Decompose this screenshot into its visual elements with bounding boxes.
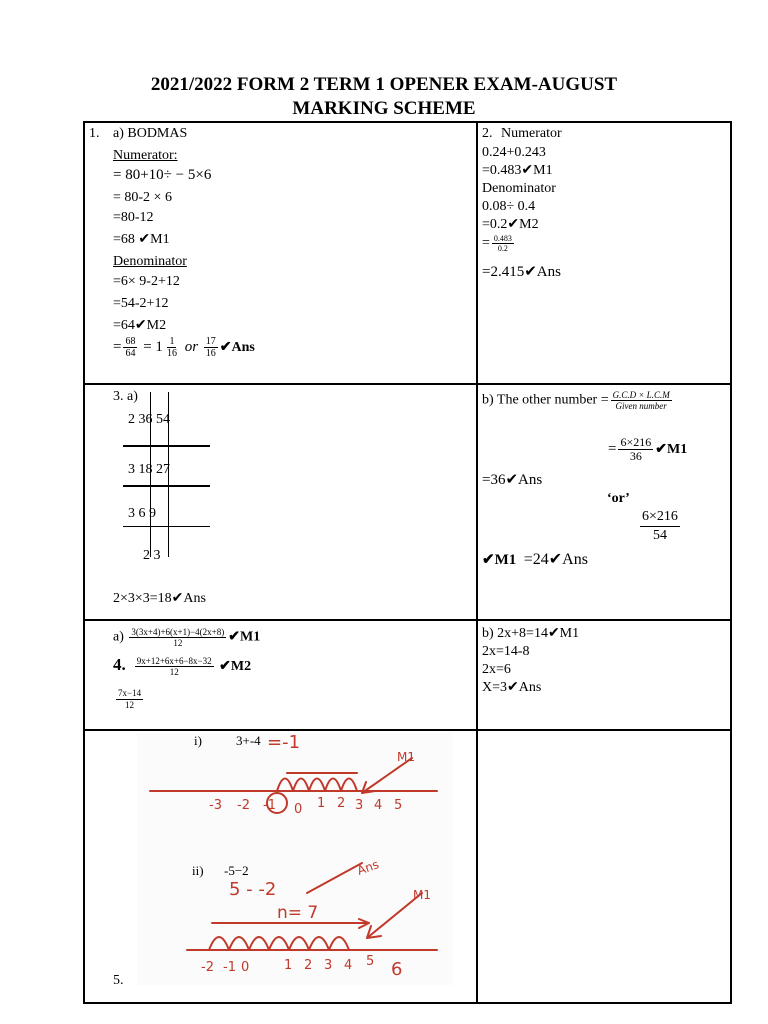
- working-line: X=3✔Ans: [482, 680, 542, 695]
- svg-text:4: 4: [344, 958, 353, 973]
- working-line: = 80-2 × 6: [113, 190, 172, 205]
- jump-arcs: [277, 779, 357, 792]
- working-line: b) 2x+8=14✔M1: [482, 626, 580, 641]
- mark-arrow: [307, 863, 362, 893]
- title-line-1: 2021/2022 FORM 2 TERM 1 OPENER EXAM-AUGUST: [150, 74, 618, 95]
- svg-text:6: 6: [391, 959, 403, 980]
- fraction: $\frac{7x-14}{12}$: [118, 688, 142, 710]
- fraction: $\frac{G.C.D \times L.C.M}{\text{Given number}}$: [612, 390, 670, 411]
- question-number: 1.: [89, 126, 100, 141]
- svg-text:1: 1: [317, 796, 326, 811]
- working-line: 0.24+0.243: [482, 145, 546, 160]
- fraction: $\frac{0.483}{0.2}$: [493, 234, 512, 253]
- number-line-drawing: [137, 733, 453, 985]
- jump-arcs: [209, 937, 349, 950]
- part-label: ii): [192, 863, 204, 878]
- final-answer: =2.415✔Ans: [482, 264, 561, 280]
- fraction: $\frac{6\times 216}{36}$: [620, 435, 652, 463]
- table-row-divider-3: [83, 729, 732, 731]
- svg-text:2: 2: [304, 958, 313, 973]
- denominator-heading: Denominator: [113, 254, 187, 269]
- or-label: ‘or’: [607, 491, 630, 506]
- handwritten-working: n= 7: [277, 903, 319, 923]
- working-line: =68 ✔M1: [113, 232, 170, 247]
- mark-label: M1: [397, 750, 415, 764]
- svg-text:-2: -2: [237, 798, 250, 813]
- calc-line: = $\frac{6\times 216}{36}$ ✔M1: [608, 435, 688, 463]
- svg-text:3: 3: [355, 798, 364, 813]
- svg-text:3: 3: [324, 958, 333, 973]
- ladder-row: 3 18 27: [128, 462, 170, 477]
- ladder-row: 3 6 9: [128, 506, 156, 521]
- svg-text:-1: -1: [223, 960, 236, 975]
- expression: 3+-4: [236, 733, 261, 748]
- final-answer: = $\frac{68}{64}$ = 1 $\frac{1}{16}$ or $\frac{17}{16}$ ✔Ans: [113, 336, 255, 359]
- title-line-2: MARKING SCHEME: [292, 98, 476, 119]
- ladder-horizontal-line: [123, 526, 210, 527]
- number-line-ticks: [209, 796, 402, 817]
- svg-text:-3: -3: [209, 798, 222, 813]
- svg-text:1: 1: [284, 958, 293, 973]
- working-line: 0.08÷ 0.4: [482, 199, 536, 214]
- svg-text:4: 4: [374, 798, 383, 813]
- answer-line: ✔M1 =24✔Ans: [482, 551, 588, 568]
- svg-text:2: 2: [337, 796, 346, 811]
- numerator-heading: Numerator:: [113, 148, 178, 163]
- part-label: a) BODMAS: [113, 126, 188, 141]
- fraction: $\frac{68}{64}$: [125, 336, 136, 359]
- handwritten-answer: =-1: [267, 733, 301, 753]
- part-label: 3. a): [113, 389, 138, 404]
- ladder-row: 2 36 54: [128, 412, 170, 427]
- numerator-heading: Numerator: [501, 126, 562, 141]
- fraction-line: = $\frac{0.483}{0.2}$: [482, 234, 512, 253]
- expression: -5−2: [224, 863, 249, 878]
- fraction: $\frac{17}{16}$: [205, 336, 216, 359]
- final-answer: 2×3×3=18✔Ans: [113, 591, 206, 606]
- svg-text:-1: -1: [263, 798, 276, 813]
- svg-text:5: 5: [366, 954, 375, 969]
- ladder-horizontal-line: [123, 485, 210, 487]
- svg-text:0: 0: [294, 802, 303, 817]
- question-number: 5.: [113, 973, 124, 988]
- mark-label: M1: [413, 888, 431, 902]
- ladder-horizontal-line: [123, 445, 210, 447]
- working-line: =6× 9-2+12: [113, 274, 180, 289]
- handwritten-number-line-photo: [137, 733, 453, 985]
- answer-line: =36✔Ans: [482, 472, 543, 488]
- working-line: 4. $\frac{9x+12+6x+6-8x-32}{12}$ ✔M2: [113, 655, 252, 678]
- working-line: =80-12: [113, 210, 154, 225]
- table-row-divider-2: [83, 619, 732, 621]
- fraction: $\frac{1}{16}$: [166, 336, 177, 359]
- working-line: =0.483✔M1: [482, 163, 553, 178]
- table-column-divider: [476, 121, 478, 1004]
- denominator-heading: Denominator: [482, 181, 556, 196]
- fraction: $\frac{3(3x+4)+6(x+1)-4(2x+8)}{12}$: [131, 627, 225, 648]
- working-line: a) $\frac{3(3x+4)+6(x+1)-4(2x+8)}{12}$ ✔M1: [113, 627, 261, 648]
- question-number: 2.: [482, 126, 493, 141]
- working-line: =54-2+12: [113, 296, 169, 311]
- working-line: =64✔M2: [113, 318, 167, 333]
- svg-text:-2: -2: [201, 960, 214, 975]
- working-line: = 80+10÷ − 5×6: [113, 167, 212, 183]
- fraction: $\frac{9x+12+6x+6-8x-32}{12}$: [136, 656, 212, 678]
- ladder-row: 2 3: [143, 548, 161, 563]
- working-line: [114, 688, 145, 711]
- table-row-divider-1: [83, 383, 732, 385]
- working-line: 2x=14-8: [482, 644, 530, 659]
- mark-label: Ans: [355, 857, 381, 878]
- svg-text:0: 0: [241, 960, 250, 975]
- working-line: 2x=6: [482, 662, 511, 677]
- formula-line: b) The other number = $\frac{G.C.D \times L.C.M}{\text{Given number}}$: [482, 390, 670, 411]
- number-line-ticks: [201, 954, 402, 980]
- part-label: i): [194, 733, 202, 748]
- svg-text:5: 5: [394, 798, 403, 813]
- alt-fraction: $\frac{6\times 216}{54}$: [642, 509, 678, 543]
- handwritten-working: 5 - -2: [229, 879, 277, 900]
- working-line: =0.2✔M2: [482, 217, 539, 232]
